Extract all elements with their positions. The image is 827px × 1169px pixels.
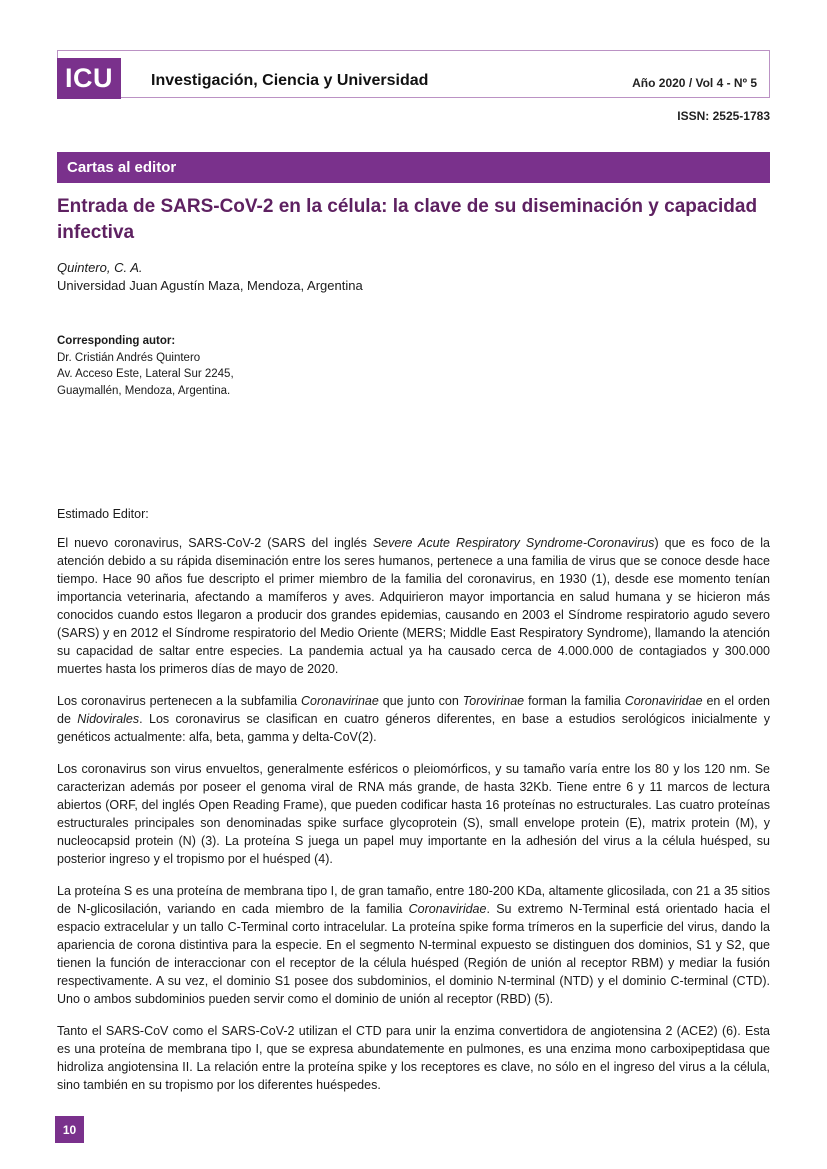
body-paragraph: Tanto el SARS-CoV como el SARS-CoV-2 utilizan el CTD para unir la enzima convertidora de angiotensina 2 (ACE2) (6). Esta es una proteína de membrana tipo I, que se expresa abundatemente en pulmones, es una enzima mono carboxipeptidasa que hidroliza angiotensina II. La relación entre la proteína spike y los receptores es clave, no sólo en el ingreso del virus a la célula, sino también en su tropismo por los diferentes huéspedes. xyxy=(57,1024,770,1092)
page-number-badge: 10 xyxy=(55,1116,84,1143)
article-author: Quintero, C. A. xyxy=(57,260,143,275)
journal-title: Investigación, Ciencia y Universidad xyxy=(151,72,429,89)
article-affiliation: Universidad Juan Agustín Maza, Mendoza, Argentina xyxy=(57,278,363,293)
corresponding-address-line-2: Guaymallén, Mendoza, Argentina. xyxy=(57,384,231,397)
corresponding-name: Dr. Cristián Andrés Quintero xyxy=(57,351,201,364)
icu-logo xyxy=(57,58,121,99)
corresponding-block xyxy=(57,333,234,399)
corresponding-label: Corresponding autor: xyxy=(57,335,176,347)
icu-logo-text: ICU xyxy=(65,63,113,93)
journal-header xyxy=(57,50,770,98)
body-paragraph: El nuevo coronavirus, SARS-CoV-2 (SARS del inglés Severe Acute Respiratory Syndrome-Coronavirus) que es foco de la atención debido a su rápida diseminación entre los seres humanos, pertenece a una familia de virus que se conoce desde hace tiempo. Hace 90 años fue descripto el primer miembro de la familia del coronavirus, en 1930 (1), desde ese momento tenían importancia veterinaria, afectando a mamíferos y aves. Adquirieron mayor importancia en salud humana y se hicieron más conocidos cuando estos llegaron a producir dos grandes epidemias, causando en 2003 el Síndrome respiratorio agudo severo (SARS) y en 2012 el Síndrome respiratorio del Medio Oriente (MERS; Middle East Respiratory Syndrome), llamando la atención su capacidad de saltar entre especies. La pandemia actual ya ha causado cerca de 4.000.000 de contagiados y 300.000 muertes hasta los primeros días de mayo de 2020. xyxy=(57,536,770,676)
article-title: Entrada de SARS-CoV-2 en la célula: la clave de su diseminación y capacidad infectiva xyxy=(57,196,758,243)
letter-body xyxy=(57,505,770,1108)
body-paragraph: La proteína S es una proteína de membrana tipo I, de gran tamaño, entre 180-200 KDa, altamente glicosilada, con 21 a 35 sitios de N-glicosilación, variando en cada miembro de la familia Coronaviridae. Su extremo N-Terminal está orientado hacia el espacio extracelular y un tallo C-Terminal corto intracelular. La proteína spike forma trímeros en la superficie del virus, dando la apariencia de corona distintiva para la especie. En el segmento N-terminal expuesto se distinguen dos dominios, S1 y S2, que tienen la función de interaccionar con el receptor de la célula huésped (Región de unión al receptor RBM) y mediar la fusión respectivamente. A su vez, el dominio S1 posee dos subdominios, el dominio N-terminal (NTD) y el dominio C-terminal (CTD). Uno o ambos subdominios pueden servir como el dominio de unión al receptor (RBD) (5). xyxy=(57,884,770,1006)
corresponding-address-line-1: Av. Acceso Este, Lateral Sur 2245, xyxy=(57,368,234,380)
salutation: Estimado Editor: xyxy=(57,507,149,521)
letter-paragraphs xyxy=(57,534,770,1094)
issn-number: ISSN: 2525-1783 xyxy=(677,109,770,123)
section-banner: Cartas al editor xyxy=(57,152,770,183)
issue-info: Año 2020 / Vol 4 - Nº 5 xyxy=(632,76,757,90)
body-paragraph: Los coronavirus pertenecen a la subfamilia Coronavirinae que junto con Torovirinae forman la familia Coronaviridae en el orden de Nidovirales. Los coronavirus se clasifican en cuatro géneros diferentes, en base a estudios serológicos inicialmente y genéticos actualmente: alfa, beta, gamma y delta-CoV(2). xyxy=(57,694,770,744)
body-paragraph: Los coronavirus son virus envueltos, generalmente esféricos o pleiomórficos, y su tamaño varía entre los 80 y los 120 nm. Se caracterizan además por poseer el genoma viral de RNA más grande, de hasta 32Kb. Tiene entre 6 y 11 marcos de lectura abiertos (ORF, del inglés Open Reading Frame), que pueden codificar hasta 16 proteínas no estructurales. Las cuatro proteínas estructurales principales son denominadas spike surface glycoprotein (S), small envelope protein (E), matrix protein (M), y nucleocapsid protein (N) (3). La proteína S juega un papel muy importante en la adhesión del virus a la célula huésped, su posterior ingreso y el tropismo por el huésped (4). xyxy=(57,762,770,866)
